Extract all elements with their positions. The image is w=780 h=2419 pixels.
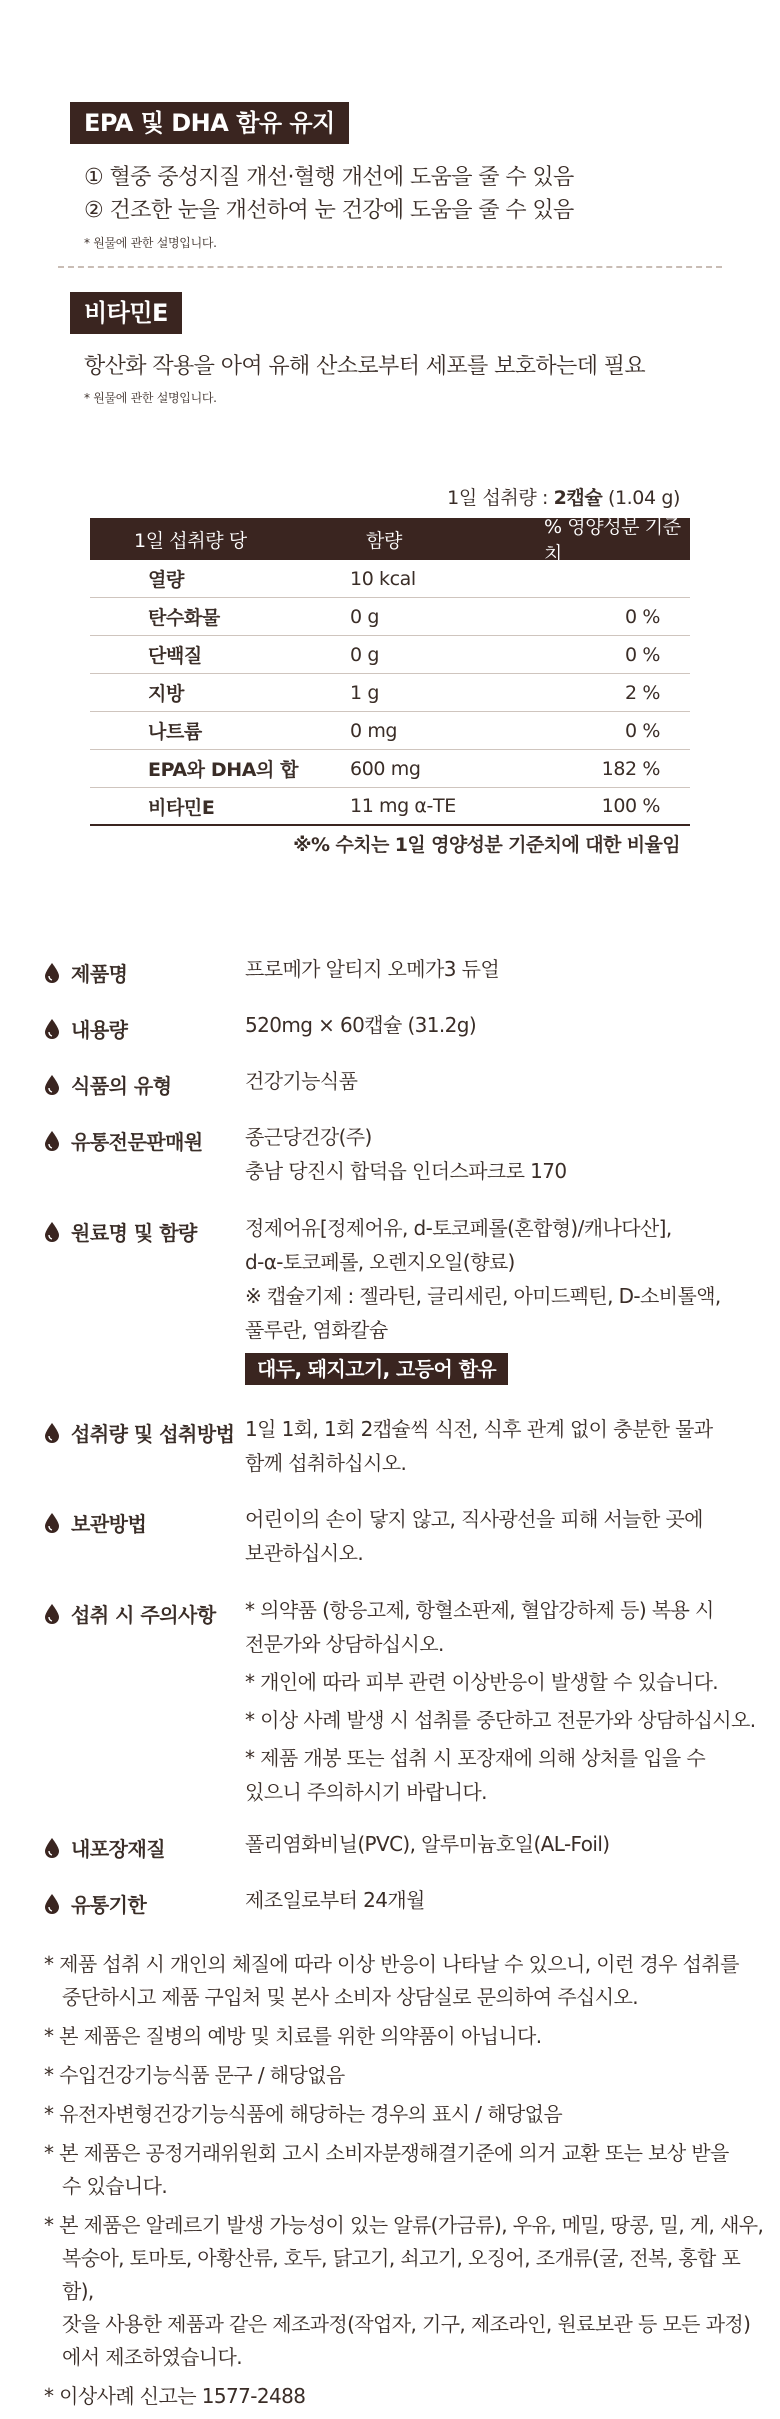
vitamin-section-title: 비타민E (70, 292, 182, 334)
footnote-item (44, 2098, 764, 2131)
serving-suffix: (1.04 g) (602, 487, 680, 509)
caution-line: 있으니 주의하시기 바랍니다. (245, 1780, 487, 1804)
nutrient-percent: 182 % (601, 757, 660, 780)
nutrient-percent: 0 % (625, 719, 660, 742)
info-value-line: 정제어유[정제어유, d-토코페롤(혼합형)/캐나다산], (245, 1216, 672, 1240)
footnote-line: 중단하시고 제품 구입처 및 본사 소비자 상담실로 문의하여 주십시오. (62, 1985, 638, 2009)
footnote-line: 에서 제조하였습니다. (62, 2345, 242, 2369)
nutrient-name: 나트륨 (148, 721, 202, 743)
footnote-line: * 본 제품은 공정거래위원회 고시 소비자분쟁해결기준에 의거 교환 또는 보상 받을 (44, 2141, 729, 2165)
footnote-line: * 제품 섭취 시 개인의 체질에 따라 이상 반응이 나타날 수 있으니, 이런 경우 섭취를 (44, 1952, 739, 1976)
footnote-line: 수 있습니다. (62, 2174, 168, 2198)
info-label-text: 섭취 시 주의사항 (71, 1603, 216, 1627)
info-label (45, 1418, 235, 1447)
info-value (245, 1064, 357, 1098)
info-value-line: 프로메가 알티지 오메가3 듀얼 (245, 957, 500, 981)
info-value (245, 1502, 703, 1570)
footnote-item (44, 2020, 764, 2053)
table-row (90, 674, 690, 712)
allergen-highlight: 대두, 돼지고기, 고등어 함유 (245, 1353, 508, 1385)
footnote-item (44, 2137, 764, 2203)
info-label (45, 1014, 127, 1043)
footnotes (44, 1948, 764, 2419)
drop-icon (45, 1075, 59, 1095)
table-row (90, 636, 690, 674)
caution-line: * 이상 사례 발생 시 섭취를 중단하고 전문가와 상담하십시오. (245, 1708, 756, 1732)
info-value-line: 520mg × 60캡슐 (31.2g) (245, 1013, 477, 1037)
info-value (245, 1827, 610, 1861)
info-label (45, 1833, 165, 1862)
info-label-text: 내포장재질 (71, 1837, 166, 1861)
drop-icon (45, 1894, 59, 1914)
caution-line: * 개인에 따라 피부 관련 이상반응이 발생할 수 있습니다. (245, 1670, 719, 1694)
serving-amount: 2캡슐 (553, 487, 603, 509)
info-label (45, 1126, 203, 1155)
nutrient-amount: 0 g (350, 643, 379, 666)
info-value-line: 종근당건강(주) (245, 1125, 372, 1149)
serving-prefix: 1일 섭취량 : (447, 487, 554, 509)
header-daily-value: % 영양성분 기준치 (544, 516, 681, 565)
footnote-line: * 본 제품은 알레르기 발생 가능성이 있는 알류(가금류), 우유, 메밀, 땅콩, 밀, 게, 새우, (44, 2213, 764, 2237)
footnote-line: * 본 제품은 질병의 예방 및 치료를 위한 의약품이 아닙니다. (44, 2024, 542, 2048)
footnote-item (44, 2380, 764, 2413)
nutrition-header-row (90, 516, 690, 565)
epa-section-title: EPA 및 DHA 함유 유지 (70, 102, 349, 144)
info-label-text: 제품명 (71, 962, 128, 986)
drop-icon (45, 1513, 59, 1533)
table-row (90, 750, 690, 788)
section-divider (58, 266, 722, 268)
epa-note: * 원물에 관한 설명입니다. (84, 236, 217, 250)
header-per-serving: 1일 섭취량 당 (134, 529, 247, 552)
info-label-text: 식품의 유형 (71, 1074, 172, 1098)
nutrition-footnote (293, 830, 680, 857)
info-value-line: 충남 당진시 합덕읍 인더스파크로 170 (245, 1159, 567, 1183)
info-value-line: 보관하십시오. (245, 1541, 364, 1565)
info-label (45, 1889, 146, 1918)
nutrient-amount: 600 mg (350, 757, 421, 780)
vitamin-line: 항산화 작용을 아여 유해 산소로부터 세포를 보호하는데 필요 (84, 354, 646, 379)
drop-icon (45, 1423, 59, 1443)
nutrient-amount: 1 g (350, 681, 379, 704)
nutrient-name: 탄수화물 (148, 607, 220, 629)
info-label-text: 유통전문판매원 (71, 1130, 203, 1154)
table-row (90, 712, 690, 750)
nutrient-name: 비타민E (148, 796, 215, 819)
footnote-line: 잣을 사용한 제품과 같은 제조과정(작업자, 기구, 제조라인, 원료보관 등 모든 과정) (62, 2312, 751, 2336)
vitamin-note: * 원물에 관한 설명입니다. (84, 391, 217, 405)
nutrient-name: EPA와 DHA의 합 (148, 759, 299, 781)
info-value-line: 제조일로부터 24개월 (245, 1888, 425, 1912)
nutrition-table (90, 518, 690, 826)
info-value-line: 폴리염화비닐(PVC), 알루미늄호일(AL-Foil) (245, 1832, 610, 1856)
drop-icon (45, 1019, 59, 1039)
footnote-item (44, 1948, 764, 2014)
nutrition-footnote-text: ※% 수치는 1일 영양성분 기준치에 대한 비율임 (293, 834, 680, 856)
nutrient-percent: 0 % (625, 605, 660, 628)
info-label (45, 1217, 197, 1246)
info-value (245, 952, 499, 986)
info-value-line: ※ 캡슐기제 : 젤라틴, 글리세린, 아미드펙틴, D-소비톨액, (245, 1284, 721, 1308)
table-row (90, 788, 690, 826)
nutrition-serving-summary (447, 483, 680, 510)
drop-icon (45, 1838, 59, 1858)
info-label-text: 보관방법 (71, 1512, 147, 1536)
header-amount: 함량 (366, 529, 402, 552)
info-value-line: 1일 1회, 1회 2캡슐씩 식전, 식후 관계 없이 충분한 물과 (245, 1417, 713, 1441)
nutrient-amount: 11 mg α-TE (350, 795, 456, 817)
info-value (245, 1883, 425, 1917)
caution-line: * 의약품 (항응고제, 항혈소판제, 혈압강하제 등) 복용 시 (245, 1598, 714, 1622)
info-label-text: 유통기한 (71, 1893, 147, 1917)
nutrient-percent: 0 % (625, 643, 660, 666)
info-value-line: 건강기능식품 (245, 1069, 358, 1093)
footnote-line: 복숭아, 토마토, 아황산류, 호두, 닭고기, 쇠고기, 오징어, 조개류(굴, 전복, 홍합 포함), (62, 2246, 741, 2303)
footnote-line: * 수입건강기능식품 문구 / 해당없음 (44, 2063, 345, 2087)
info-value-line: 어린이의 손이 닿지 않고, 직사광선을 피해 서늘한 곳에 (245, 1507, 703, 1531)
nutrient-amount: 0 g (350, 605, 379, 628)
caution-line: * 제품 개봉 또는 섭취 시 포장재에 의해 상처를 입을 수 (245, 1746, 706, 1770)
info-label-text: 섭취량 및 섭취방법 (71, 1422, 235, 1446)
info-value (245, 1412, 713, 1480)
table-row (90, 598, 690, 636)
drop-icon (45, 963, 59, 983)
info-value (245, 1593, 756, 1809)
nutrient-amount: 10 kcal (350, 567, 416, 590)
drop-icon (45, 1604, 59, 1624)
caution-line: 전문가와 상담하십시오. (245, 1632, 444, 1656)
nutrient-name: 지방 (148, 683, 184, 705)
info-label-text: 원료명 및 함량 (71, 1221, 197, 1245)
info-value-line: 함께 섭취하십시오. (245, 1451, 407, 1475)
info-label (45, 1599, 216, 1628)
footnote-item (44, 2209, 764, 2374)
info-label (45, 1508, 146, 1537)
footnote-line: * 유전자변형건강기능식품에 해당하는 경우의 표시 / 해당없음 (44, 2102, 563, 2126)
epa-line-2: ② 건조한 눈을 개선하여 눈 건강에 도움을 줄 수 있음 (84, 198, 574, 223)
info-label-text: 내용량 (71, 1018, 128, 1042)
drop-icon (45, 1222, 59, 1242)
nutrient-percent: 2 % (625, 681, 660, 704)
info-value (245, 1008, 476, 1042)
nutrient-amount: 0 mg (350, 719, 398, 742)
info-value (245, 1120, 566, 1188)
info-label (45, 1070, 172, 1099)
drop-icon (45, 1131, 59, 1151)
footnote-line: * 이상사례 신고는 1577-2488 (44, 2384, 306, 2408)
nutrient-name: 단백질 (148, 645, 202, 667)
info-label (45, 958, 127, 987)
info-value-line: 풀루란, 염화칼슘 (245, 1318, 388, 1342)
info-value (245, 1211, 721, 1386)
nutrient-name: 열량 (148, 569, 184, 591)
info-value-line: d-α-토코페롤, 오렌지오일(향료) (245, 1250, 515, 1274)
nutrient-percent: 100 % (601, 795, 660, 817)
epa-line-1: ① 혈중 중성지질 개선·혈행 개선에 도움을 줄 수 있음 (84, 165, 574, 190)
footnote-item (44, 2059, 764, 2092)
